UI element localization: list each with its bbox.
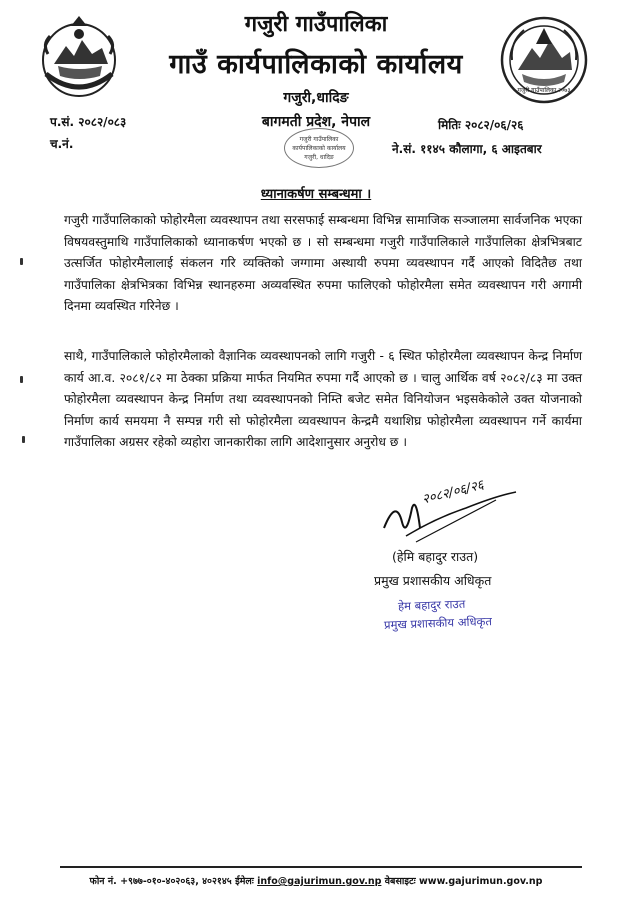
punch-mark [22, 436, 25, 443]
letter-subject [0, 184, 632, 202]
footer-website-link[interactable]: www.gajurimun.gov.np [419, 876, 543, 887]
name-stamp: हेम बहादुर राउत [397, 596, 466, 614]
body-paragraph-2: साथै, गाउँपालिकाले फोहोरमैलाको वैज्ञानिक व्यवस्थापनको लागि गजुरी - ६ स्थित फोहोरमैला व्यवस्थापन केन्द्र निर्माण कार्य आ.व. २०८१/८२ मा ठेक्का प्रक्रिया मार्फत नियमित रुपमा गर्दै आएको छ । चालु आर्थिक वर्ष २०८२/८३ मा उक्त फोहोरमैला व्यवस्थापन केन्द्र निर्माण तथा व्यवस्थापनको निम्ति बजेट समेत विनियोजन भइसकेकोले उक्त योजनाको निर्माण कार्य समयमा नै सम्पन्न गरी सो फोहोरमैला व्यवस्थापन केन्द्रमै यथाशिघ्र फोहोरमैला व्यवस्थापन गर्ने कार्यमा गाउँपालिका अग्रसर रहेको व्यहोरा जानकारीका लागि आदेशानुसार अनुरोध छ । [64, 349, 582, 449]
footer-phone: फोन नं. +९७७-०१०-४०२०६३, ४०२१४५ [89, 876, 232, 887]
ps-number: प.सं. २०८२/०८३ [50, 115, 127, 129]
punch-mark [20, 258, 23, 265]
office-location: गजुरी,धादिङ [283, 90, 349, 106]
footer-contact [0, 874, 632, 887]
footer-website-label: वेबसाइटः [384, 876, 416, 887]
footer-email-link[interactable]: info@gajurimun.gov.np [257, 876, 382, 887]
date-line: मितिः २०८२/०६/२६ [438, 118, 524, 132]
logo-caption: गजुरी गाउँपालिका २०७३ [517, 87, 571, 94]
office-stamp [284, 128, 354, 168]
stamp-line-1: गजुरी गाउँपालिका [299, 136, 339, 143]
municipality-name: गजुरी गाउँपालिका [244, 12, 388, 37]
body-paragraph-1: गजुरी गाउँपालिकाको फोहोरमैला व्यवस्थापन तथा सरसफाई सम्बन्धमा विभिन्न सामाजिक सञ्जालमा सार्वजनिक भएका विषयवस्तुमाथि गाउँपालिकाको ध्यानाकर्षण भएको छ । सो सम्बन्धमा गजुरी गाउँपालिकाले गाउँपालिका क्षेत्रभित्रबाट उत्सर्जित फोहोरमैलालाई संकलन गरि व्यक्तिको जग्गामा अस्थायी रुपमा व्यवस्थापन गर्दै आएको विदितैछ तथा गाउँपालिका क्षेत्रभित्रका विभिन्न स्थानहरुमा अव्यवस्थित रुपमा फालिएको फोहोरमैला समेत व्यवस्थापन गरी अगामी दिनमा व्यवस्थित गरिनेछ । [64, 213, 582, 313]
stamp-line-2: कार्यपालिकाको कार्यालय [292, 145, 346, 152]
office-name: गाउँ कार्यपालिकाको कार्यालय [169, 49, 463, 80]
signatory-title: प्रमुख प्रशासकीय अधिकृत [374, 573, 492, 588]
subject-text: ध्यानाकर्षण सम्बन्धमा । [260, 187, 372, 202]
nepal-sambat-line: ने.सं. ११४५ कौलागा, ६ आइतबार [392, 142, 542, 156]
footer-email-label: ईमेलः [235, 876, 254, 887]
footer-divider [60, 866, 582, 868]
title-stamp: प्रमुख प्रशासकीय अधिकृत [383, 614, 493, 632]
stamp-line-3: गजुरी, धादिङ [304, 154, 334, 161]
punch-mark [20, 376, 23, 383]
cn-number: च.नं. [50, 137, 74, 151]
province-line: बागमती प्रदेश, नेपाल [261, 114, 371, 130]
signatory-name: (हेमि बहादुर राउत) [392, 549, 479, 564]
handwritten-date: २०८२/०६/२६ [420, 477, 486, 508]
